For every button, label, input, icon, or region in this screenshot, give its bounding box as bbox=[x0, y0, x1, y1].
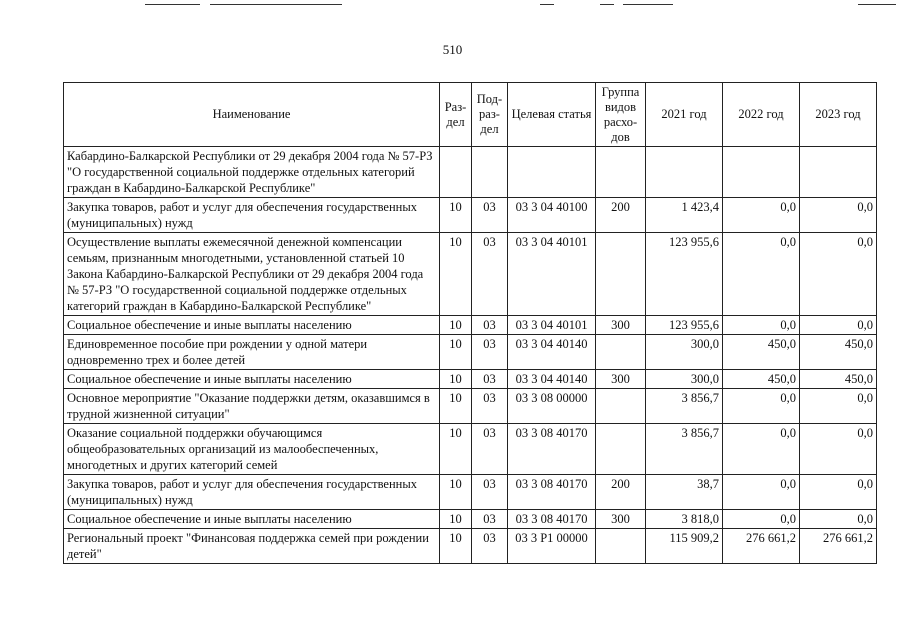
cell-group: 300 bbox=[596, 370, 646, 389]
page-number: 510 bbox=[442, 42, 463, 57]
table-row bbox=[64, 370, 877, 389]
cell-razdel: 10 bbox=[440, 424, 472, 475]
cell-name: Единовременное пособие при рождении у одной матери одновременно трех и более детей bbox=[64, 335, 440, 370]
cell-razdel: 10 bbox=[440, 198, 472, 233]
scan-artifact-line bbox=[540, 4, 554, 5]
cell-2021: 3 818,0 bbox=[646, 510, 723, 529]
header-name: Наименование bbox=[64, 83, 440, 147]
cell-name: Осуществление выплаты ежемесячной денежной компенсации семьям, признанным многодетными, установленной статьей 10 Закона Кабардино-Балкарской Республики от 29 декабря 2004 года № 57-РЗ "О государственной социальной поддержке отдельных категорий граждан в Кабардино-Балкарской Республике" bbox=[64, 233, 440, 316]
cell-group bbox=[596, 233, 646, 316]
table-row bbox=[64, 335, 877, 370]
table-row bbox=[64, 316, 877, 335]
cell-2021: 123 955,6 bbox=[646, 233, 723, 316]
cell-razdel: 10 bbox=[440, 475, 472, 510]
header-target: Целевая статья bbox=[508, 83, 596, 147]
cell-group: 200 bbox=[596, 475, 646, 510]
cell-group bbox=[596, 335, 646, 370]
cell-2022: 450,0 bbox=[723, 370, 800, 389]
cell-podrazdel: 03 bbox=[472, 233, 508, 316]
cell-2022: 0,0 bbox=[723, 475, 800, 510]
cell-2023: 0,0 bbox=[800, 475, 877, 510]
cell-2023: 0,0 bbox=[800, 316, 877, 335]
cell-group bbox=[596, 389, 646, 424]
cell-podrazdel: 03 bbox=[472, 389, 508, 424]
cell-name: Региональный проект "Финансовая поддержка семей при рождении детей" bbox=[64, 529, 440, 564]
cell-2022: 276 661,2 bbox=[723, 529, 800, 564]
cell-razdel: 10 bbox=[440, 529, 472, 564]
header-group: Группа видов расхо-дов bbox=[596, 83, 646, 147]
cell-2021: 300,0 bbox=[646, 335, 723, 370]
header-2022: 2022 год bbox=[723, 83, 800, 147]
cell-2023: 0,0 bbox=[800, 198, 877, 233]
cell-2021: 123 955,6 bbox=[646, 316, 723, 335]
cell-group: 300 bbox=[596, 510, 646, 529]
cell-2023: 450,0 bbox=[800, 335, 877, 370]
cell-razdel: 10 bbox=[440, 316, 472, 335]
table-body bbox=[64, 147, 877, 564]
table-row bbox=[64, 424, 877, 475]
cell-2022: 0,0 bbox=[723, 389, 800, 424]
cell-2023: 450,0 bbox=[800, 370, 877, 389]
table-header-row bbox=[64, 83, 877, 147]
cell-podrazdel: 03 bbox=[472, 198, 508, 233]
cell-2021: 3 856,7 bbox=[646, 424, 723, 475]
cell-2023: 0,0 bbox=[800, 424, 877, 475]
cell-2021: 115 909,2 bbox=[646, 529, 723, 564]
cell-name: Кабардино-Балкарской Республики от 29 декабря 2004 года № 57-РЗ "О государственной социальной поддержке отдельных категорий граждан в Кабардино-Балкарской Республике" bbox=[64, 147, 440, 198]
table-row bbox=[64, 198, 877, 233]
cell-group bbox=[596, 424, 646, 475]
header-2021: 2021 год bbox=[646, 83, 723, 147]
cell-target: 03 3 08 40170 bbox=[508, 510, 596, 529]
cell-2023 bbox=[800, 147, 877, 198]
table-row bbox=[64, 389, 877, 424]
cell-podrazdel: 03 bbox=[472, 529, 508, 564]
cell-2022 bbox=[723, 147, 800, 198]
cell-name: Основное мероприятие "Оказание поддержки детям, оказавшимся в трудной жизненной ситуации" bbox=[64, 389, 440, 424]
cell-2022: 0,0 bbox=[723, 233, 800, 316]
cell-target: 03 3 04 40101 bbox=[508, 233, 596, 316]
cell-target: 03 3 08 40170 bbox=[508, 475, 596, 510]
cell-razdel bbox=[440, 147, 472, 198]
cell-razdel: 10 bbox=[440, 335, 472, 370]
cell-2021 bbox=[646, 147, 723, 198]
cell-podrazdel: 03 bbox=[472, 370, 508, 389]
cell-target: 03 3 04 40100 bbox=[508, 198, 596, 233]
cell-2023: 0,0 bbox=[800, 233, 877, 316]
cell-2021: 1 423,4 bbox=[646, 198, 723, 233]
table-row bbox=[64, 475, 877, 510]
cell-podrazdel: 03 bbox=[472, 424, 508, 475]
cell-name: Социальное обеспечение и иные выплаты населению bbox=[64, 370, 440, 389]
cell-target: 03 3 P1 00000 bbox=[508, 529, 596, 564]
cell-razdel: 10 bbox=[440, 389, 472, 424]
cell-group: 300 bbox=[596, 316, 646, 335]
cell-podrazdel: 03 bbox=[472, 335, 508, 370]
cell-2022: 450,0 bbox=[723, 335, 800, 370]
cell-podrazdel bbox=[472, 147, 508, 198]
cell-name: Социальное обеспечение и иные выплаты населению bbox=[64, 510, 440, 529]
cell-name: Оказание социальной поддержки обучающимся общеобразовательных организаций из малообеспеченных, многодетных и других категорий семей bbox=[64, 424, 440, 475]
cell-podrazdel: 03 bbox=[472, 475, 508, 510]
cell-2022: 0,0 bbox=[723, 510, 800, 529]
cell-target: 03 3 04 40140 bbox=[508, 370, 596, 389]
cell-2023: 276 661,2 bbox=[800, 529, 877, 564]
cell-podrazdel: 03 bbox=[472, 510, 508, 529]
table-row bbox=[64, 529, 877, 564]
scan-artifact-line bbox=[623, 4, 673, 5]
cell-razdel: 10 bbox=[440, 370, 472, 389]
cell-2022: 0,0 bbox=[723, 198, 800, 233]
scan-artifact-line bbox=[600, 4, 614, 5]
cell-target: 03 3 08 40170 bbox=[508, 424, 596, 475]
header-razdel: Раз-дел bbox=[440, 83, 472, 147]
cell-group bbox=[596, 147, 646, 198]
cell-2023: 0,0 bbox=[800, 389, 877, 424]
cell-group bbox=[596, 529, 646, 564]
cell-podrazdel: 03 bbox=[472, 316, 508, 335]
cell-2021: 3 856,7 bbox=[646, 389, 723, 424]
scan-artifact-line bbox=[858, 4, 896, 5]
cell-name: Закупка товаров, работ и услуг для обеспечения государственных (муниципальных) нужд bbox=[64, 475, 440, 510]
table-row bbox=[64, 233, 877, 316]
cell-2022: 0,0 bbox=[723, 316, 800, 335]
table-row bbox=[64, 510, 877, 529]
header-2023: 2023 год bbox=[800, 83, 877, 147]
cell-2021: 300,0 bbox=[646, 370, 723, 389]
cell-target: 03 3 04 40140 bbox=[508, 335, 596, 370]
cell-target: 03 3 04 40101 bbox=[508, 316, 596, 335]
cell-name: Социальное обеспечение и иные выплаты населению bbox=[64, 316, 440, 335]
cell-group: 200 bbox=[596, 198, 646, 233]
cell-razdel: 10 bbox=[440, 233, 472, 316]
cell-2022: 0,0 bbox=[723, 424, 800, 475]
cell-target: 03 3 08 00000 bbox=[508, 389, 596, 424]
scan-artifact-line bbox=[210, 4, 342, 5]
cell-name: Закупка товаров, работ и услуг для обеспечения государственных (муниципальных) нужд bbox=[64, 198, 440, 233]
header-podrazdel: Под-раз-дел bbox=[472, 83, 508, 147]
cell-target bbox=[508, 147, 596, 198]
cell-2023: 0,0 bbox=[800, 510, 877, 529]
scan-artifact-line bbox=[145, 4, 200, 5]
table-row bbox=[64, 147, 877, 198]
cell-2021: 38,7 bbox=[646, 475, 723, 510]
cell-razdel: 10 bbox=[440, 510, 472, 529]
budget-table bbox=[63, 82, 877, 564]
